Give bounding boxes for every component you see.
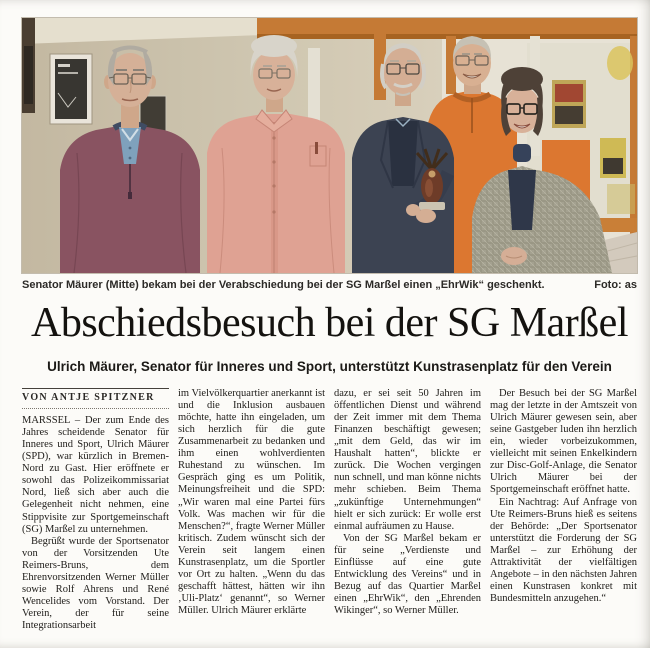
photo-grain-overlay <box>22 18 637 273</box>
article-photo <box>22 18 637 273</box>
column-4 <box>490 388 637 633</box>
column-1 <box>22 388 169 633</box>
paragraph: Ein Nachtrag: Auf Anfrage von Ute Reimers-Bruns hieß es seitens der Behörde: „Der Sportsenator unterstützt die Forderung der SG Marßel – zur Erhöhung der Attraktivität der vielfältigen Angebote – in den nächsten Jahren einen Kunstrasen konkret mit Bundesmitteln anzugehen.“ <box>490 496 637 605</box>
photo-caption-row <box>22 279 637 292</box>
paragraph: Der Besuch bei der SG Marßel mag der letzte in der Amtszeit von Ulrich Mäurer gewesen sein, aber seine Gastgeber luden ihn herzlich ein, wieder vorbeizukommen, vielleicht mit seinen Enkelkindern zur Disc-Golf-Anlage, die Senator Ulrich Mäurer bei der Sportgemeinschaft eröffnet hatte. <box>490 387 637 496</box>
paragraph: Von der SG Marßel bekam er für seine „Verdienste und Einflüsse auf eine gute Entwicklung des Vereins“ und in Bezug auf das Quartier Marßel einen „EhrWik“, den „Ehrenden Wikinger“, so Werner Müller. <box>334 532 481 617</box>
byline: VON ANTJE SPITZNER <box>22 388 169 409</box>
column-3 <box>334 388 481 633</box>
paragraph: im Vielvölkerquartier anerkannt ist und die Inklusion ausbauen möchte, hatte ihn eingeladen, um sich herzlich für die gute Zusammenarbeit zu bedanken und ihm einen wohlverdienten Ruhestand zu wünschen. Im Gespräch ging es um Politik, Meinungsfreiheit und die SPD: „Wir waren mal eine Partei fürs Volk. Was machen wir für die Menschen?“, fragte Werner Müller kritisch. Zudem wünscht sich der Verein seit langem einen Kunstrasenplatz, um die Sportler vor Ort zu halten. „Wenn du das geschafft hättest, hätten wir ihn ‚Uli-Platz‘ genannt“, so Werner Müller. Ulrich Mäurer erklärte <box>178 387 326 617</box>
photo-credit: Foto: as <box>594 279 637 291</box>
headline: Abschiedsbesuch bei der SG Marßel <box>30 300 628 346</box>
paragraph: Begrüßt wurde der Sportsenator von der Vorsitzenden Ute Reimers-Bruns, dem Ehrenvorsitzenden Werner Müller sowie Rolf Ahrens und René Wencelides vom Vorstand. Der Verein, der für seine Integrationsarbeit <box>22 535 169 632</box>
photo-caption: Senator Mäurer (Mitte) bekam bei der Verabschiedung bei der SG Marßel einen „EhrWik“ geschenkt. <box>22 279 545 291</box>
photo-block <box>22 18 637 292</box>
subheadline: Ulrich Mäurer, Senator für Inneres und Sport, unterstützt Kunstrasenplatz für den Verein <box>47 358 612 374</box>
column-2 <box>178 388 325 633</box>
article-body <box>22 388 638 633</box>
paragraph-lead: MARSSEL – Der zum Ende des Jahres scheidende Senator für Inneres und Sport, Ulrich Mäurer (SPD), war kürzlich in Bremen-Nord zu Gast. Hier eröffnete er sowohl das Polizeikommissariat Nord, ließ sich aber auch die Gelegenheit nicht nehmen, eine Stippvisite zur Sportgemeinschaft (SG) Marßel zu unternehmen. <box>22 414 169 535</box>
paragraph: dazu, er sei seit 50 Jahren im öffentlichen Dienst und während der Zeit immer mit dem Thema Finanzen beschäftigt gewesen; „mit dem Geld, das wir im Haushalt hatten“, blickte er zurück. Die Wochen vergingen nun schnell, und man könne nichts mehr schieben. Beim Thema „zukünftige Unternehmungen“ hielt er sich zurück: Er wolle erst einmal aufräumen zu Hause. <box>334 387 481 532</box>
